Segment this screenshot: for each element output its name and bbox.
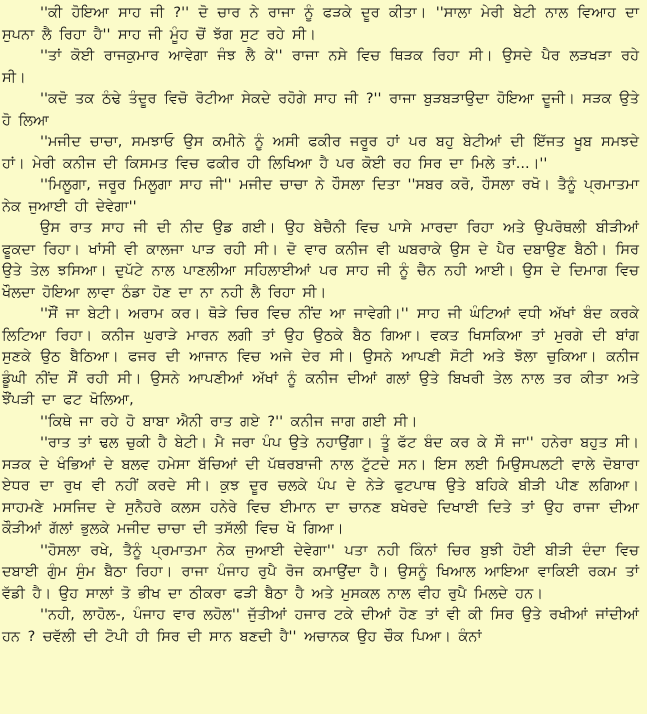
paragraph: ''ਮਜੀਦ ਚਾਚਾ, ਸਮਝਾਓ ਉਸ ਕਮੀਨੇ ਨੂੰ ਅਸੀ ਫਕੀਰ ਜਰੂਰ ਹਾਂ ਪਰ ਬਹੁ ਬੇਟੀਆਂ ਦੀ ਇੱਜਤ ਖੂਬ ਸਮਝਦੇ ਹਾਂ। ਮੇਰੀ ਕਨੀਜ ਦੀ ਕਿਸਮਤ ਵਿਚ ਫਕੀਰ ਹੀ ਲਿਖਿਆ ਹੈ ਪਰ ਕੋਈ ਰਹ ਸਿਰ ਦਾ ਮਿਲੇ ਤਾਂ...।''	[2, 134, 639, 172]
paragraph: ''ਤਾਂ ਕੋਈ ਰਾਜਕੁਮਾਰ ਆਵੇਗਾ ਜੰਝ ਲੈ ਕੇ'' ਰਾਜਾ ਨਸੇ ਵਿਚ ਥਿੜਕ ਰਿਹਾ ਸੀ। ਉਸਦੇ ਪੈਰ ਲੜਖੜਾ ਰਹੇ ਸੀ।	[2, 48, 639, 86]
paragraph: ''ਕਦੋ ਤਕ ਠੰਢੇ ਤੰਦੂਰ ਵਿਚੋ ਰੋਟੀਆ ਸੇਕਦੇ ਰਹੋਗੇ ਸਾਹ ਜੀ ?'' ਰਾਜਾ ਬੁੜਬੜਾਉਦਾ ਹੋਇਆ ਦੂਜੀ। ਸੜਕ ਉਤੇ ਹੋ ਲਿਆ	[2, 91, 639, 129]
paragraph: ਉਸ ਰਾਤ ਸਾਹ ਜੀ ਦੀ ਨੀਦ ਉਡ ਗਈ। ਉਹ ਬੇਚੈਨੀ ਵਿਚ ਪਾਸੇ ਮਾਰਦਾ ਰਿਹਾ ਅਤੇ ਉਪਰੋਥਲੀ ਬੀੜੀਆਂ ਫੂਕਦਾ ਰਿਹਾ। ਖਾਂਸੀ ਵੀ ਕਾਲਜਾ ਪਾੜ ਰਹੀ ਸੀ। ਦੋ ਵਾਰ ਕਨੀਜ ਵੀ ਘਬਰਾਕੇ ਉਸ ਦੇ ਪੈਰ ਦਬਾਉਣ ਬੈਠੀ। ਸਿਰ ਉਤੇ ਤੇਲ ਝਸਿਆ। ਦੁਪੱਟੇ ਨਾਲ ਪਾਣਲੀਆ ਸਹਿਲਾਈਆਂ ਪਰ ਸਾਹ ਜੀ ਨੂੰ ਚੈਨ ਨਹੀ ਆਈ। ਉਸ ਦੇ ਦਿਮਾਗ ਵਿਚ ਖੌਲਦਾ ਹੋਇਆ ਲਾਵਾ ਠੰਡਾ ਹੋਣ ਦਾ ਨਾ ਨਹੀ ਲੈ ਰਿਹਾ ਸੀ।	[2, 220, 639, 301]
paragraph: ''ਕੀ ਹੋਇਆ ਸਾਹ ਜੀ ?'' ਦੋ ਚਾਰ ਨੇ ਰਾਜਾ ਨੂੰ ਫੜਕੇ ਦੂਰ ਕੀਤਾ। ''ਸਾਲਾ ਮੇਰੀ ਬੇਟੀ ਨਾਲ ਵਿਆਹ ਦਾ ਸੁਪਨਾ ਲੈ ਰਿਹਾ ਹੈ'' ਸਾਹ ਜੀ ਮੂੰਹ ਚੋਂ ਝੱਗ ਸੁਟ ਰਹੇ ਸੀ।	[2, 5, 639, 43]
paragraph: ''ਕਿਥੇ ਜਾ ਰਹੇ ਹੋ ਬਾਬਾ ਐਨੀ ਰਾਤ ਗਏ ?'' ਕਨੀਜ ਜਾਗ ਗਈ ਸੀ।	[40, 413, 418, 430]
paragraph: ''ਸੌਂ ਜਾ ਬੇਟੀ। ਅਰਾਮ ਕਰ। ਥੋੜੇ ਚਿਰ ਵਿਚ ਨੀਂਦ ਆ ਜਾਵੇਗੀ।'' ਸਾਹ ਜੀ ਘੰਟਿਆਂ ਵਧੀ ਅੱਖਾਂ ਬੰਦ ਕਰਕੇ ਲਿਟਿਆ ਰਿਹਾ। ਕਨੀਜ ਘੁਰਾੜੇ ਮਾਰਨ ਲਗੀ ਤਾਂ ਉਹ ਉਠਕੇ ਬੈਠ ਗਿਆ। ਵਕਤ ਖਿਸਕਿਆ ਤਾਂ ਮੁਰਗੇ ਦੀ ਬਾਂਗ ਸੁਣਕੇ ਉਠ ਬੈਠਿਆ। ਫਜਰ ਦੀ ਆਜਾਨ ਵਿਚ ਅਜੇ ਦੇਰ ਸੀ। ਉਸਨੇ ਆਪਣੀ ਸੋਟੀ ਅਤੇ ਝੋਲਾ ਚੁਕਿਆ। ਕਨੀਜ ਡੂੰਘੀ ਨੀਂਦ ਸੌਂ ਰਹੀ ਸੀ। ਉਸਨੇ ਆਪਣੀਆਂ ਅੱਖਾਂ ਨੂੰ ਕਨੀਜ ਦੀਆਂ ਗਲਾਂ ਉਤੇ ਬਿਖਰੀ ਤੇਲ ਨਾਲ ਤਰ ਕੀਤਾ ਅਤੇ ਝੌਂਪੜੀ ਦਾ ਫਟ ਖੋਲਿਆ,	[2, 306, 639, 408]
paragraph: ''ਰਾਤ ਤਾਂ ਢਲ ਚੁਕੀ ਹੈ ਬੇਟੀ। ਮੈ ਜਰਾ ਪੰਪ ਉਤੇ ਨਹਾਉਂਗਾ। ਤੂੰ ਫੱਟ ਬੰਦ ਕਰ ਕੇ ਸੌ ਜਾ'' ਹਨੇਰਾ ਬਹੁਤ ਸੀ। ਸੜਕ ਦੇ ਖੰਭਿਆਂ ਦੇ ਬਲਵ ਹਮੇਸਾ ਬੱਚਿਆਂ ਦੀ ਪੱਥਰਬਾਜੀ ਨਾਲ ਟੁੱਟਦੇ ਸਨ। ਇਸ ਲਈ ਮਿਉਸਪਲਟੀ ਵਾਲੇ ਦੋਬਾਰਾ ਏਧਰ ਦਾ ਰੁਖ ਵੀ ਨਹੀਂ ਕਰਦੇ ਸੀ। ਕੁਝ ਦੂਰ ਚਲਕੇ ਪੰਪ ਦੇ ਨੇੜੇ ਫੁਟਪਾਥ ਉਤੇ ਬਹਿਕੇ ਬੀੜੀ ਪੀਣ ਲਗਿਆ। ਸਾਹਮਣੇ ਮਸਜਿਦ ਦੇ ਸੁਨੈਹਰੇ ਕਲਸ ਹਨੇਰੇ ਵਿਚ ਈਮਾਨ ਦਾ ਚਾਨਣ ਬਖੇਰਦੇ ਦਿਖਾਈ ਦਿਤੇ ਤਾਂ ਉਹ ਰਾਜਾ ਦੀਆ ਕੌੜੀਆਂ ਗੱਲਾਂ ਭੁਲਕੇ ਮਜੀਦ ਚਾਚਾ ਦੀ ਤਸੱਲੀ ਵਿਚ ਖੋ ਗਿਆ।	[2, 435, 639, 537]
paragraph: ''ਮਿਲੂਗਾ, ਜਰੂਰ ਮਿਲੂਗਾ ਸਾਹ ਜੀ'' ਮਜੀਦ ਚਾਚਾ ਨੇ ਹੌਸਲਾ ਦਿਤਾ ''ਸਬਰ ਕਰੋ, ਹੌਸਲਾ ਰਖੋ। ਤੈਨੂੰ ਪ੍ਰਮਾਤਮਾ ਨੇਕ ਜੁਆਈ ਹੀ ਦੇਵੇਗਾ''	[2, 177, 639, 215]
paragraph: ''ਹੋਸਲਾ ਰਖੇ, ਤੈਨੂੰ ਪ੍ਰਮਾਤਮਾ ਨੇਕ ਜੁਆਈ ਦੇਵੇਗਾ'' ਪਤਾ ਨਹੀ ਕਿੰਨਾਂ ਚਿਰ ਬੁਝੀ ਹੋਈ ਬੀੜੀ ਦੰਦਾ ਵਿਚ ਦਬਾਈ ਗੁੰਮ ਸੁੰਮ ਬੈਠਾ ਰਿਹਾ। ਰਾਜਾ ਪੰਜਾਹ ਰੁਪੈ ਰੋਜ ਕਮਾਉਂਦਾ ਹੈ। ਉਸਨੂੰ ਖਿਆਲ ਆਇਆ ਵਾਕਿਈ ਰਕਮ ਤਾਂ ਵੱਡੀ ਹੈ। ਉਹ ਸਾਲਾਂ ਤੋ ਭੀਖ ਦਾ ਠੀਕਰਾ ਫੜੀ ਬੈਠਾ ਹੈ ਅਤੇ ਮੁਸਕਲ ਨਾਲ ਵੀਹ ਰੁਪੈ ਮਿਲਦੇ ਹਨ।	[2, 542, 639, 602]
paragraph: ''ਨਹੀ, ਲਾਹੋਲ-, ਪੰਜਾਹ ਵਾਰ ਲਹੋਲ'' ਜੁੱਤੀਆਂ ਹਜਾਰ ਟਕੇ ਦੀਆਂ ਹੋਣ ਤਾਂ ਵੀ ਕੀ ਸਿਰ ਉਤੇ ਰਖੀਆਂ ਜਾਂਦੀਆਂ ਹਨ ? ਚਵੱਲੀ ਦੀ ਟੋਪੀ ਹੀ ਸਿਰ ਦੀ ਸਾਨ ਬਣਦੀ ਹੈ'' ਅਚਾਨਕ ਉਹ ਚੌਕ ਪਿਆ। ਕੰਨਾਂ	[2, 607, 639, 645]
page-right-edge-strip	[647, 0, 651, 714]
